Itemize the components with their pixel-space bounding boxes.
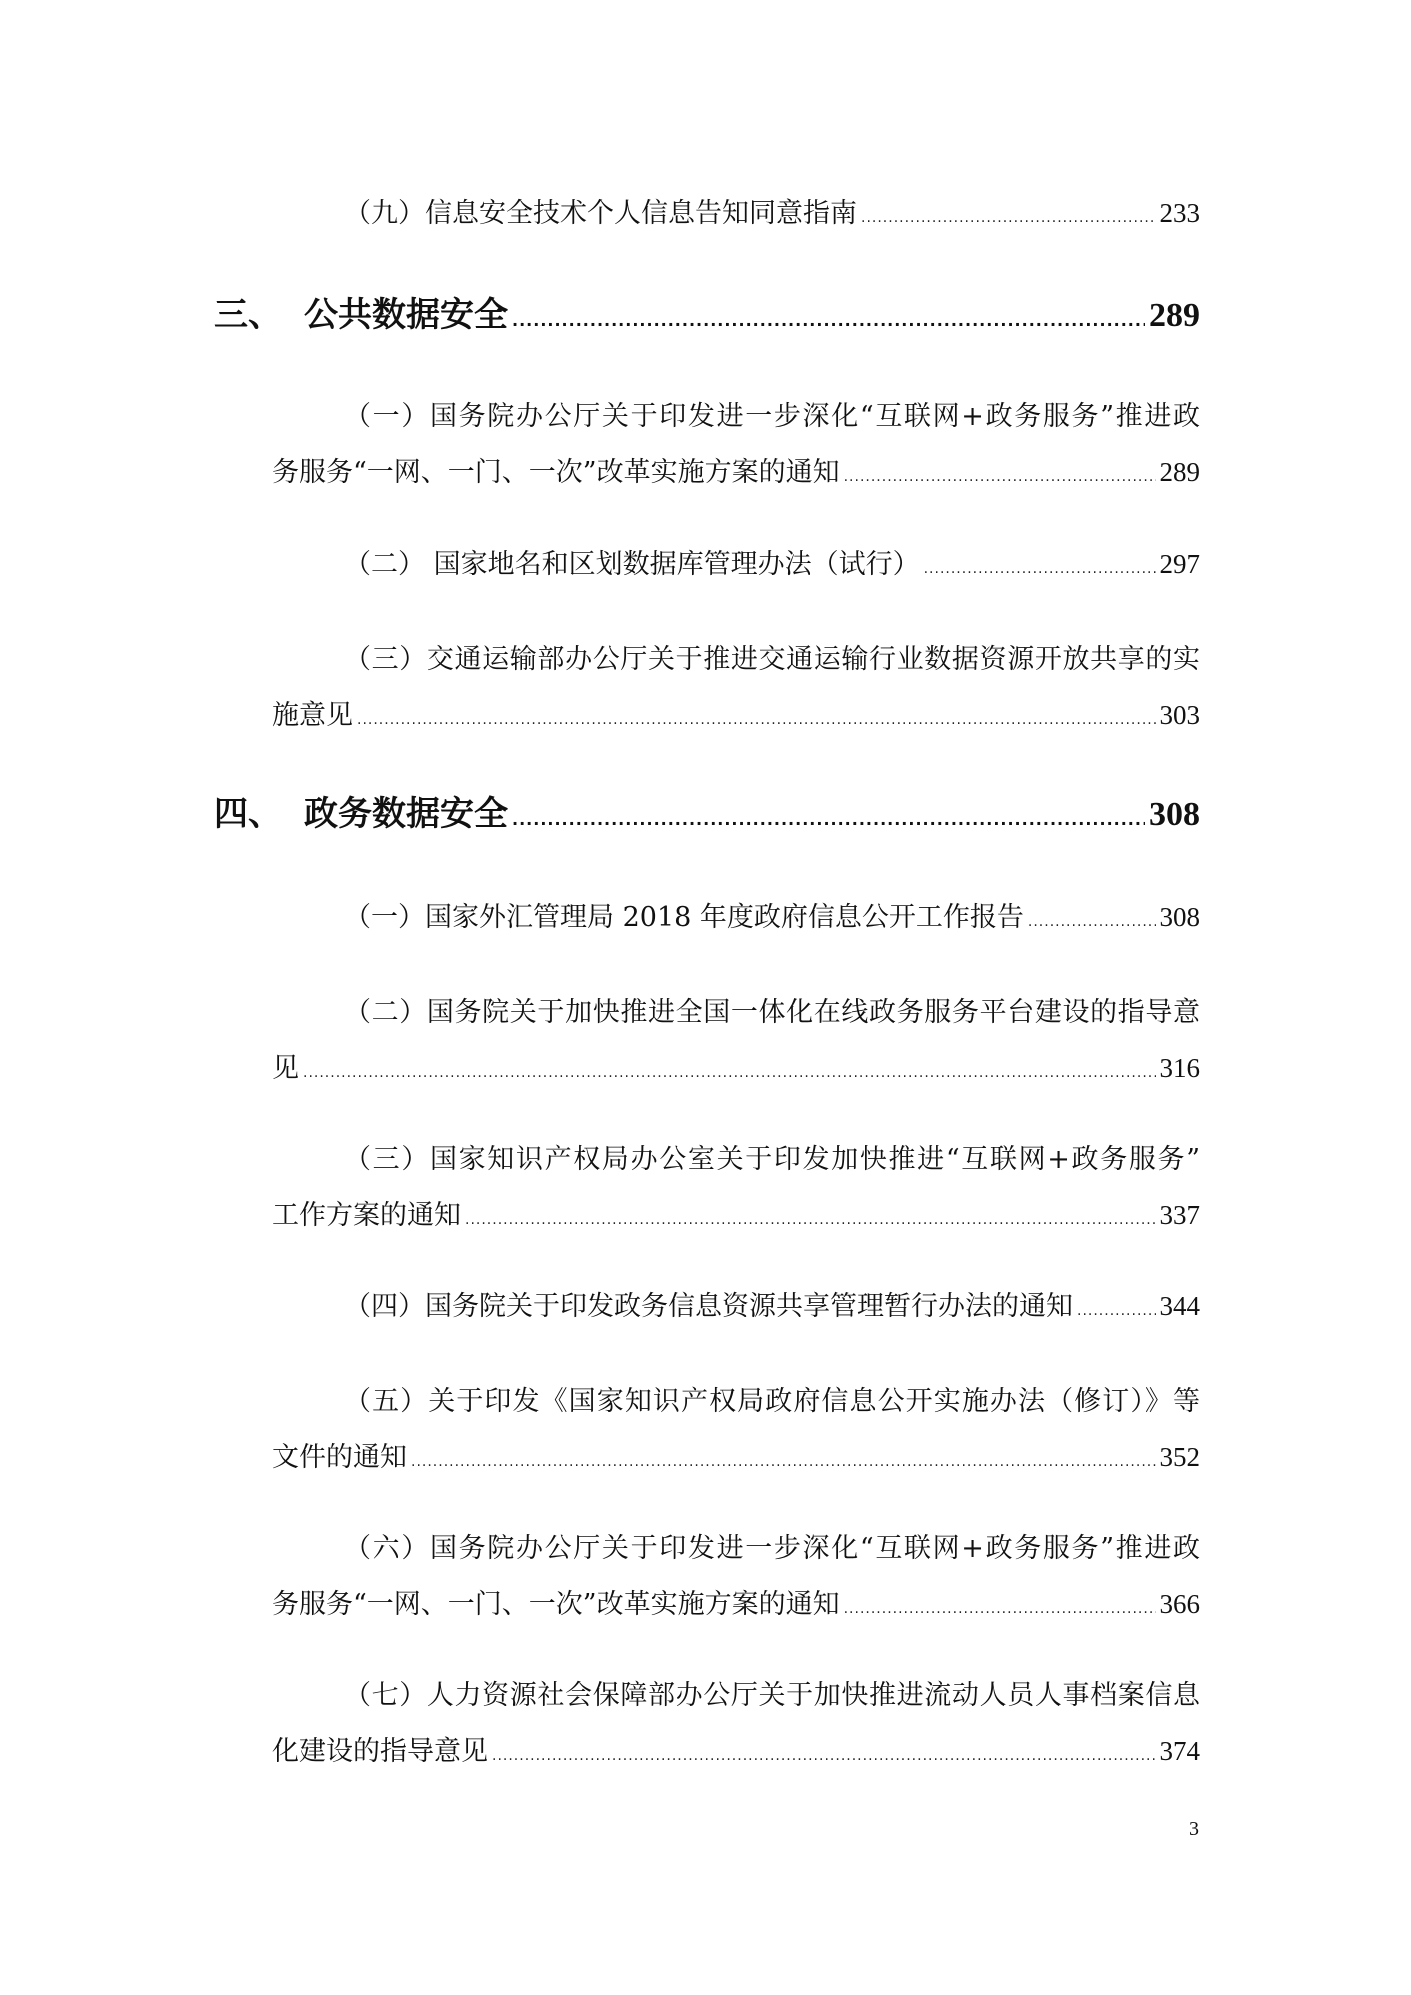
toc-entry-title: （六）国务院办公厅关于印发进一步深化“互联网+政务服务”推进政 (344, 1533, 1200, 1564)
toc-entry-line1[interactable] (344, 643, 1200, 677)
toc-entry-line1[interactable] (344, 1143, 1200, 1177)
toc-entry-page: 289 (1159, 457, 1200, 487)
toc-entry-title: （二） 国家地名和区划数据库管理办法（试行） (344, 549, 920, 580)
toc-entry-title: 施意见 (272, 700, 353, 731)
section-title: 公共数据安全 (304, 295, 508, 335)
toc-entry-title: （一）国务院办公厅关于印发进一步深化“互联网+政务服务”推进政 (344, 401, 1200, 432)
toc-entry-page: 233 (1159, 198, 1200, 228)
dot-leader (465, 1203, 1156, 1237)
toc-entry-line2[interactable] (272, 1734, 1200, 1773)
dot-leader (512, 799, 1145, 841)
toc-entry-title: 化建设的指导意见 (272, 1736, 488, 1767)
toc-entry-page: 303 (1159, 700, 1200, 730)
dot-leader (1077, 1294, 1156, 1328)
toc-entry-page: 352 (1159, 1442, 1200, 1472)
toc-entry-title: （三）国家知识产权局办公室关于印发加快推进“互联网+政务服务” (344, 1144, 1200, 1175)
toc-entry-page: 316 (1159, 1053, 1200, 1083)
dot-leader (924, 552, 1156, 586)
section-number: 三、 (214, 295, 282, 335)
toc-entry-title: 工作方案的通知 (272, 1200, 461, 1231)
toc-entry-title: 见 (272, 1053, 299, 1084)
toc-entry-title: （九）信息安全技术个人信息告知同意指南 (344, 198, 857, 229)
section-page: 308 (1149, 796, 1200, 833)
dot-leader (861, 201, 1156, 235)
toc-entry-line1[interactable] (344, 1679, 1200, 1713)
toc-entry-line2[interactable] (272, 1587, 1200, 1626)
toc-entry[interactable] (344, 196, 1200, 235)
toc-entry[interactable] (344, 1289, 1200, 1328)
toc-entry-line2[interactable] (272, 1051, 1200, 1090)
toc-entry-line1[interactable] (344, 996, 1200, 1030)
toc-entry-title: （四）国务院关于印发政务信息资源共享管理暂行办法的通知 (344, 1291, 1073, 1322)
toc-entry-title: 务服务“一网、一门、一次”改革实施方案的通知 (272, 1589, 840, 1620)
toc-entry-page: 337 (1159, 1200, 1200, 1230)
toc-entry-page: 374 (1159, 1736, 1200, 1766)
toc-entry-line2[interactable] (272, 1198, 1200, 1237)
page-number: 3 (1189, 1818, 1199, 1840)
section-page: 289 (1149, 297, 1200, 334)
dot-leader (844, 460, 1156, 494)
dot-leader (1028, 905, 1156, 939)
toc-section-heading[interactable] (214, 793, 1200, 841)
toc-entry-page: 366 (1159, 1589, 1200, 1619)
toc-entry-line1[interactable] (344, 400, 1200, 434)
dot-leader (844, 1592, 1156, 1626)
toc-entry-line1[interactable] (344, 1532, 1200, 1566)
dot-leader (492, 1739, 1156, 1773)
toc-entry-title: （二）国务院关于加快推进全国一体化在线政务服务平台建设的指导意 (344, 997, 1200, 1028)
toc-entry[interactable] (344, 547, 1200, 586)
toc-entry-page: 297 (1159, 549, 1200, 579)
toc-entry-line2[interactable] (272, 1440, 1200, 1479)
toc-entry[interactable] (344, 900, 1200, 939)
dot-leader (303, 1056, 1156, 1090)
toc-entry-title: 务服务“一网、一门、一次”改革实施方案的通知 (272, 457, 840, 488)
toc-entry-title: （一）国家外汇管理局 2018 年度政府信息公开工作报告 (344, 902, 1024, 933)
toc-entry-page: 308 (1159, 902, 1200, 932)
toc-section-heading[interactable] (214, 294, 1200, 342)
toc-entry-title: （三）交通运输部办公厅关于推进交通运输行业数据资源开放共享的实 (344, 644, 1200, 675)
toc-entry-line2[interactable] (272, 455, 1200, 494)
dot-leader (357, 703, 1156, 737)
toc-entry-page: 344 (1159, 1291, 1200, 1321)
toc-entry-title: （七）人力资源社会保障部办公厅关于加快推进流动人员人事档案信息 (344, 1680, 1200, 1711)
section-title: 政务数据安全 (304, 794, 508, 834)
dot-leader (512, 300, 1145, 342)
dot-leader (411, 1445, 1156, 1479)
toc-entry-title: 文件的通知 (272, 1442, 407, 1473)
toc-entry-line2[interactable] (272, 698, 1200, 737)
toc-entry-title: （五）关于印发《国家知识产权局政府信息公开实施办法（修订）》等 (344, 1386, 1200, 1417)
toc-entry-line1[interactable] (344, 1385, 1200, 1419)
section-number: 四、 (214, 794, 282, 834)
